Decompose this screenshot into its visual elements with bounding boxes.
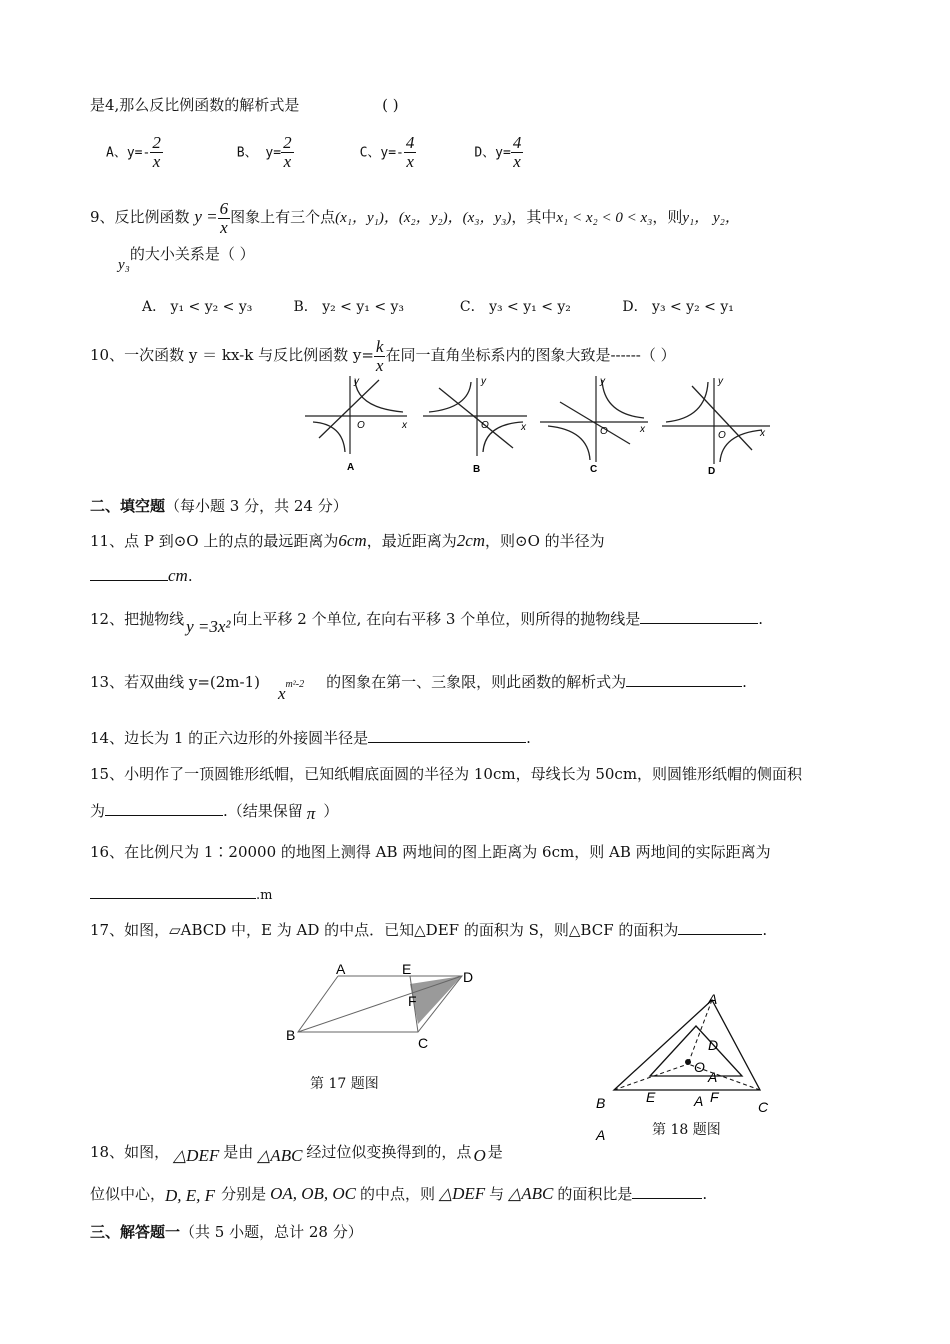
q18-label-a-bottom: A [596,1127,606,1143]
q10-graph-d [662,376,770,477]
q17-figure [280,958,480,1050]
q18-label-e: E [646,1089,656,1105]
q10-graph-c-label: C [590,464,598,475]
q18-label-a-low: A [694,1093,704,1109]
q8-option-c: C、y=- $\frac{4}{x}$ [359,133,415,171]
q15-answer-blank[interactable] [105,801,223,816]
q18-line1: 18、如图， △DEF 是由 △ABC 经过位似变换得到的，点 O 是 [90,1143,503,1165]
q18-label-c: C [758,1099,769,1115]
q15-line2: 为 .（结果保留 π ） [90,802,339,823]
q10-graph-a-o: O [357,420,365,431]
q14-line: 14、边长为 1 的正六边形的外接圆半径是 . [90,729,531,747]
q10-graph-b-x: x [521,422,526,433]
q18-line2: 位似中心，D, E, F 分别是 OA, OB, OC 的中点，则 △DEF 与 △ABC 的面积比是 . [90,1184,708,1205]
q17-label-d: D [463,969,474,985]
q9-options [142,297,734,317]
q8-option-d: D、y= $\frac{4}{x}$ [474,133,522,171]
q10-graphs [300,372,780,480]
q17-caption: 第 17 题图 [310,1076,379,1092]
q16-line2: .m [90,884,272,906]
q17-line: 17、如图，▱ABCD 中，E 为 AD 的中点．已知△DEF 的面积为 S，则△BCF 的面积为 . [90,921,768,939]
q8-stem-text: 是4,那么反比例函数的解析式是 [90,96,300,114]
q10-graph-b-label: B [473,464,481,475]
section3-heading: 三、解答题一（共 5 小题，总计 28 分） [90,1223,363,1241]
q10-graph-a-label: A [347,462,355,473]
q10-graph-d-label: D [708,466,716,477]
q9-option-d: D． y₃ < y₂ < y₁ [622,299,734,315]
q10-graph-b-y: y [481,376,486,387]
q14-answer-blank[interactable] [368,728,526,743]
q8-stem [90,95,399,115]
q12-answer-blank[interactable] [640,609,758,624]
q18-label-a-mid: A [708,1069,718,1085]
q9-option-c: C． y₃ < y₁ < y₂ [459,299,571,315]
q10-graph-c-o: O [600,426,608,437]
q10-graph-d-x: x [760,428,765,439]
q10-stem: 10、一次函数 y ＝ kx-k 与反比例函数 y= $\frac{k}{x}$ 在同一直角坐标系内的图象大致是------（ ） [90,336,676,375]
q17-label-f: F [408,993,417,1009]
q17-label-a: A [336,961,346,977]
q10-graph-c [540,376,648,475]
q10-graph-a-y: y [354,376,359,387]
q9-option-a: A． y₁ < y₂ < y₃ [142,299,253,315]
q10-graph-d-o: O [718,430,726,441]
q18-answer-blank[interactable] [632,1184,702,1199]
section2-heading: 二、填空题（每小题 3 分，共 24 分） [90,497,348,515]
q10-graph-d-y: y [718,376,723,387]
q8-options [106,134,523,178]
q10-graph-c-y: y [600,376,605,387]
q18-label-f: F [710,1089,719,1105]
q17-label-b: B [286,1027,296,1043]
q9-line1: 9、反比例函数 y = $\frac{6}{x}$ 图象上有三个点(x₁，y₁)，(x₂，y₂)，(x₃，y₃)，其中x₁ < x₂ < 0 < x₃，则y₁， y₂， [90,198,740,237]
q18-caption: 第 18 题图 [652,1122,721,1138]
q13-answer-blank[interactable] [626,672,742,687]
q18-label-a-top: A [708,991,718,1007]
q11-line2: cm. [90,566,193,586]
q17-answer-blank[interactable] [678,920,762,935]
q17-label-c: C [418,1035,429,1050]
q9-line2: y₃的大小关系是（ ） [118,245,255,273]
q18-label-b: B [596,1095,606,1111]
q10-graph-b-o: O [481,420,489,431]
q18-label-d: D [708,1037,719,1053]
q8-paren: ( ) [382,96,399,114]
q11-line1: 11、点 P 到⊙O 上的点的最远距离为6cm，最近距离为2cm，则⊙O 的半径为 [90,531,605,550]
q12-line: 12、把抛物线 y =3x² 向上平移 2 个单位, 在向右平移 3 个单位，则所得的抛物线是 . [90,610,763,636]
q10-graph-c-x: x [640,424,645,435]
q11-answer-blank[interactable] [90,566,168,581]
q13-line: 13、若双曲线 $y=(2m-1)x^{m^2-2}$ 的图象在第一、三象限，则此函数的解析式为 . [90,673,747,703]
q17-label-e: E [402,961,412,977]
q9-option-b: B． y₂ < y₁ < y₃ [293,299,405,315]
q10-graph-a [305,376,408,473]
q8-option-b: B、 y= $\frac{2}{x}$ [236,133,292,171]
q10-graph-b [423,376,527,475]
q10-graph-a-x: x [402,420,407,431]
q8-option-a: A、y=- $\frac{2}{x}$ [106,133,161,171]
q16-answer-blank[interactable] [90,884,256,899]
q15-line1: 15、小明作了一顶圆锥形纸帽，已知纸帽底面圆的半径为 10cm，母线长为 50cm，则圆锥形纸帽的侧面积 [90,765,803,783]
q18-label-o: O [694,1059,705,1075]
q16-line1: 16、在比例尺为 1∶20000 的地图上测得 AB 两地间的图上距离为 6cm，则 AB 两地间的实际距离为 [90,843,771,861]
